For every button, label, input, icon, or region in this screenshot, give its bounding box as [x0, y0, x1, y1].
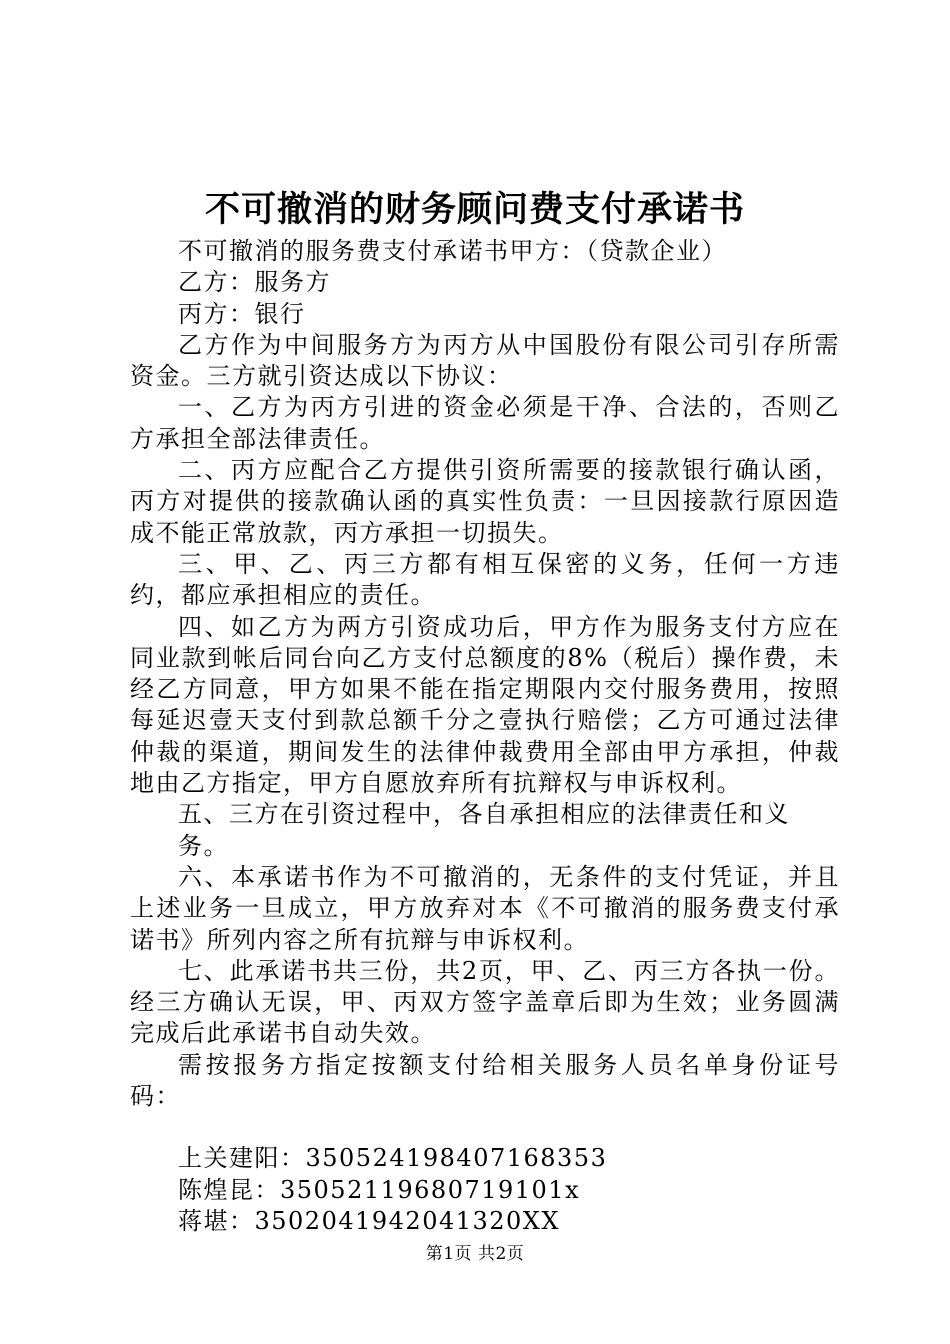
paragraph-clause-2: 二、丙方应配合乙方提供引资所需要的接款银行确认函，丙方对提供的接款确认函的真实性负责：一旦因接款行原因造成不能正常放款，丙方承担一切损失。	[130, 456, 840, 547]
paragraph-intro: 乙方作为中间服务方为丙方从中国股份有限公司引存所需资金。三方就引资达成以下协议：	[130, 330, 840, 391]
paragraph-clause-4: 四、如乙方为两方引资成功后，甲方作为服务支付方应在同业款到帐后同台向乙方支付总额度的8%（税后）操作费，未经乙方同意，甲方如果不能在指定期限内交付服务费用，按照每延迟壹天支付到款总额千分之壹执行赔偿；乙方可通过法律仲裁的渠道，期间发生的法律仲裁费用全部由甲方承担，仲裁地由乙方指定，甲方自愿放弃所有抗辩权与申诉权利。	[130, 612, 840, 798]
paragraph-party-b: 乙方：服务方	[178, 268, 331, 297]
id-list-item: 上关建阳：350524198407168353	[178, 1144, 608, 1173]
paragraph-id-list-intro: 需按报务方指定按额支付给相关服务人员名单身份证号码：	[130, 1050, 840, 1111]
blank-line	[130, 1112, 840, 1143]
paragraph-party-c: 丙方：银行	[178, 299, 306, 328]
paragraph-clause-7: 七、此承诺书共三份，共2页，甲、乙、丙三方各执一份。经三方确认无误，甲、丙双方签字盖章后即为生效；业务圆满完成后此承诺书自动失效。	[130, 956, 840, 1048]
id-list-item: 蒋堪：3502041942041320XX	[178, 1206, 560, 1235]
document-body	[130, 236, 840, 1237]
document-title: 不可撤消的财务顾问费支付承诺书	[204, 189, 745, 230]
paragraph-party-a: 不可撤消的服务费支付承诺书甲方：（贷款企业）	[178, 237, 727, 265]
page-number-footer: 第1页 共2页	[425, 1244, 525, 1264]
paragraph-clause-5-continued: 务。	[178, 831, 229, 860]
id-list-item: 陈煌昆：35052119680719101x	[178, 1175, 581, 1204]
paragraph-clause-1: 一、乙方为丙方引进的资金必须是干净、合法的，否则乙方承担全部法律责任。	[130, 393, 840, 453]
paragraph-clause-6: 六、本承诺书作为不可撤消的，无条件的支付凭证，并且上述业务一旦成立，甲方放弃对本《不可撤消的服务费支付承诺书》所列内容之所有抗辩与申诉权利。	[130, 862, 840, 954]
paragraph-clause-5: 五、三方在引资过程中，各自承担相应的法律责任和义	[178, 800, 790, 829]
paragraph-clause-3: 三、甲、乙、丙三方都有相互保密的义务，任何一方违约，都应承担相应的责任。	[130, 549, 840, 610]
